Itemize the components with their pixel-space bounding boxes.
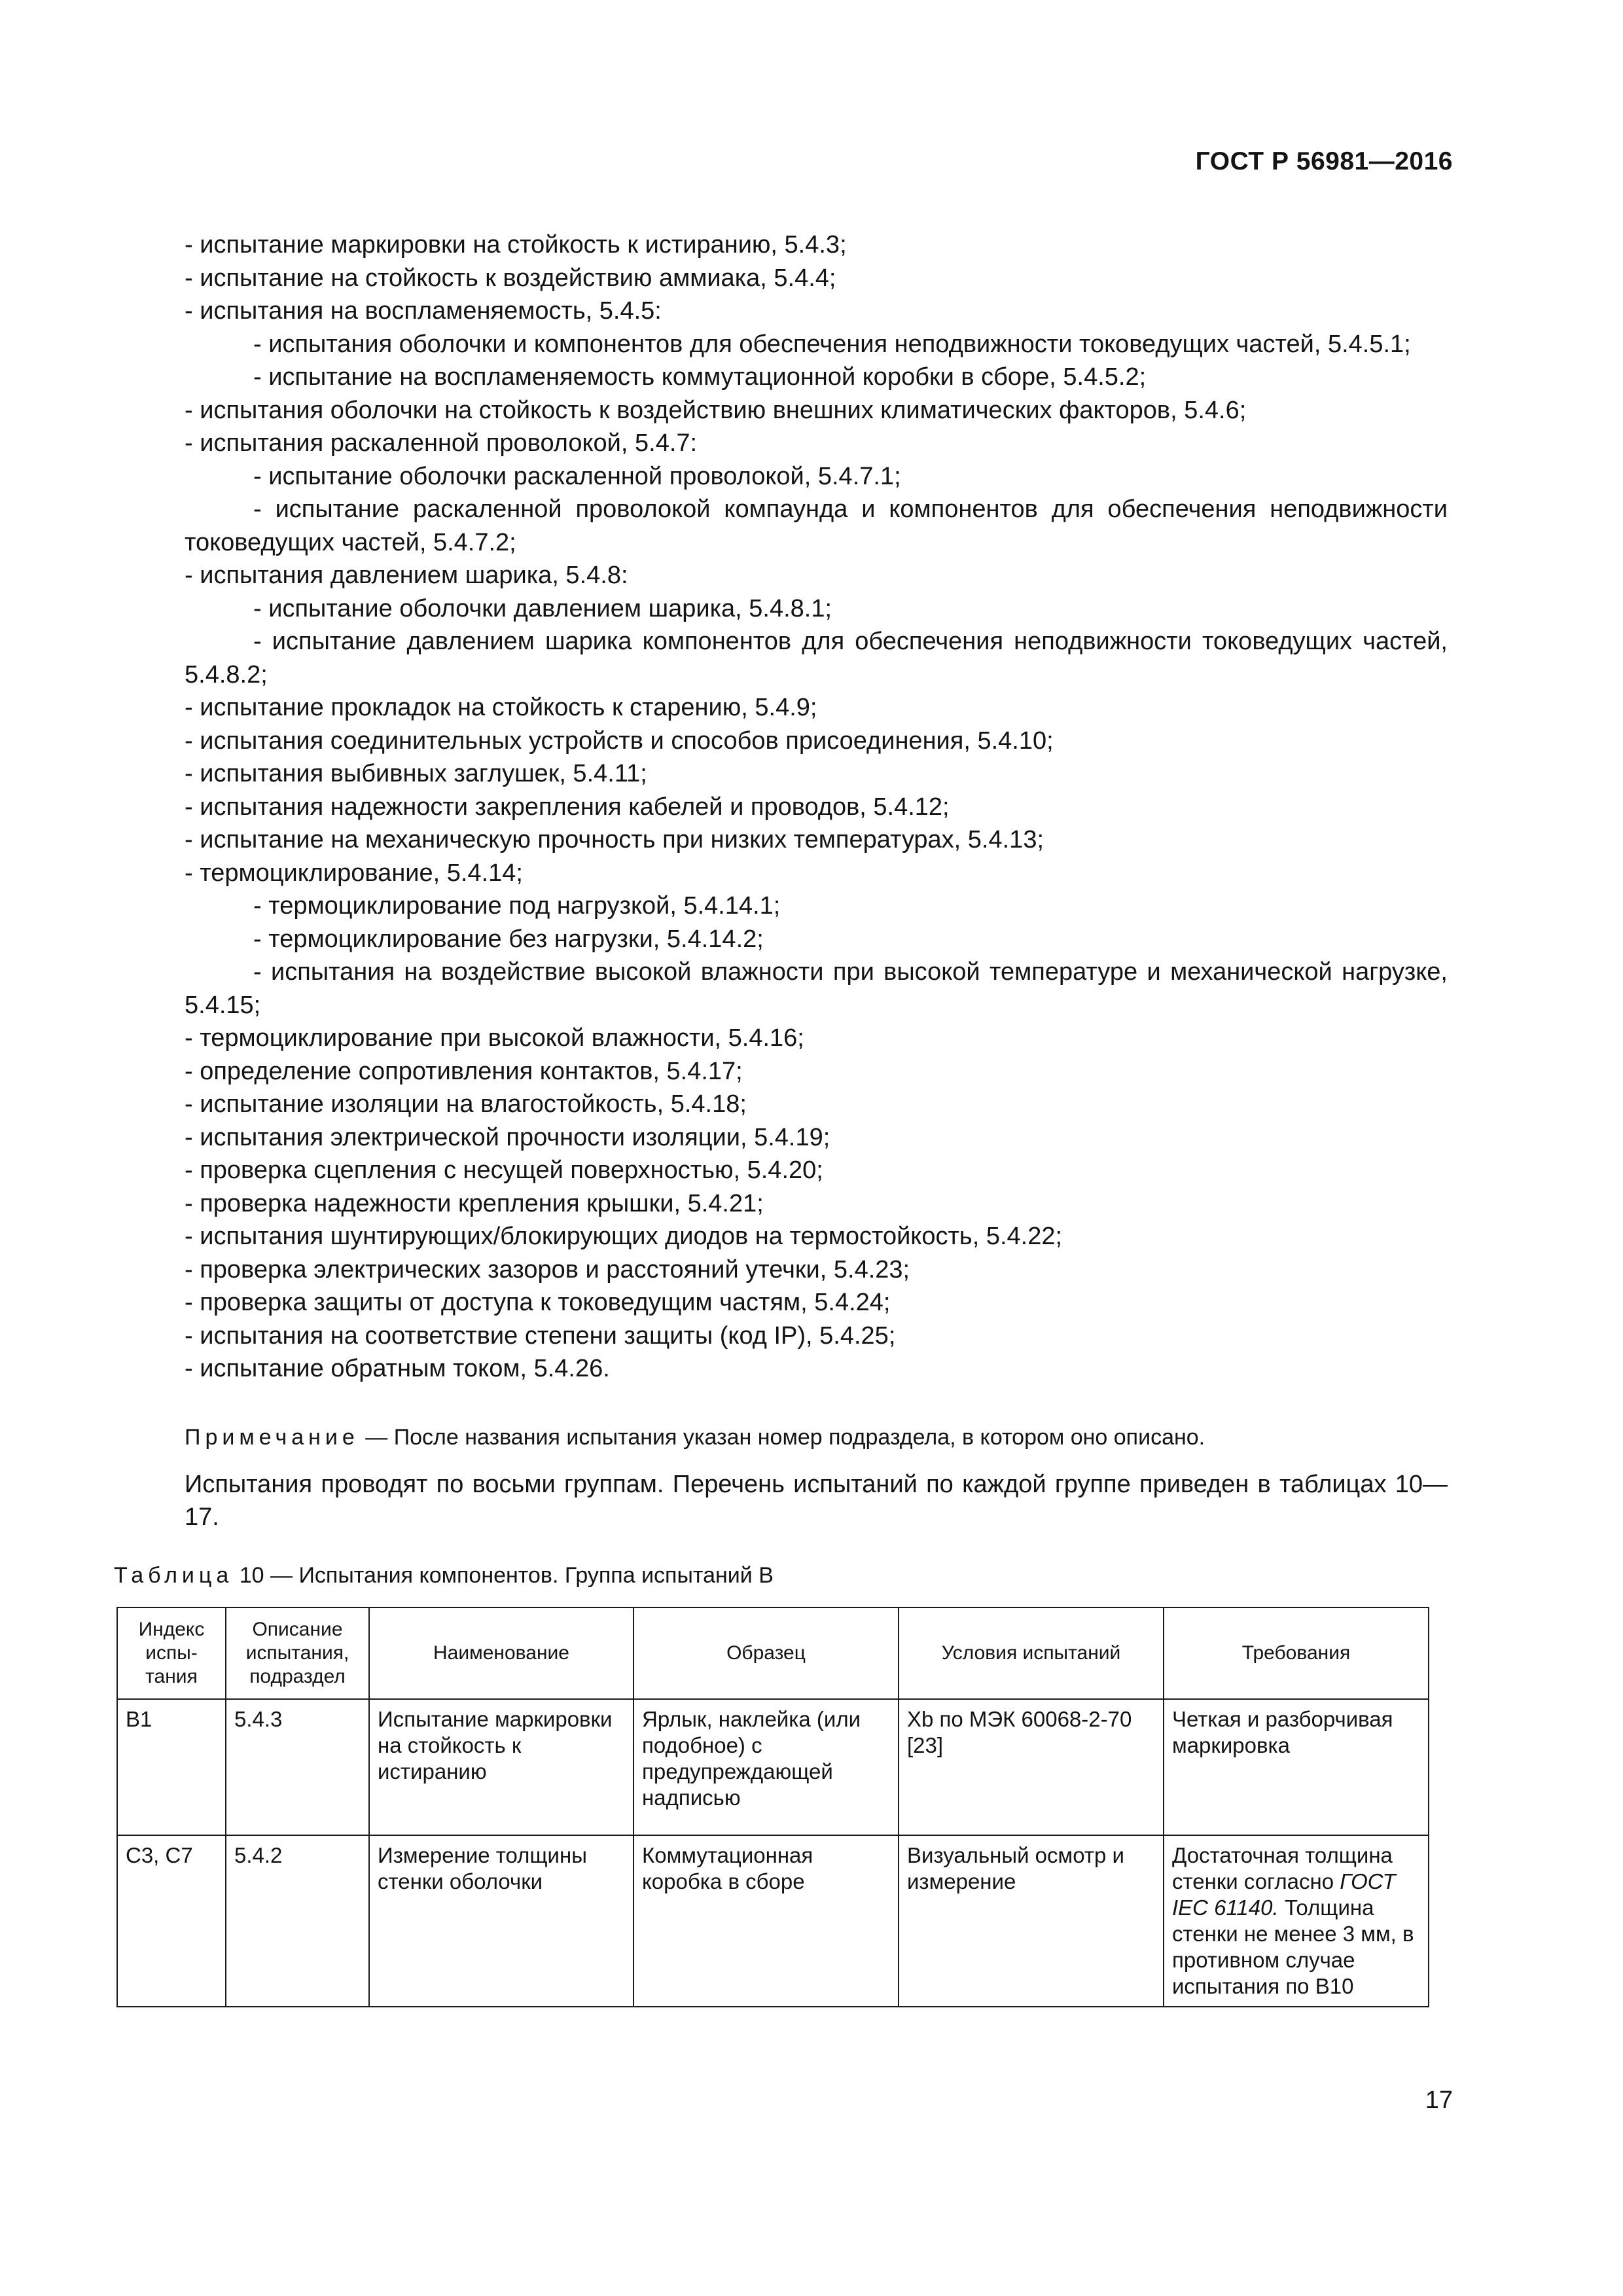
header-description: Описание испытания, подраздел [226, 1607, 369, 1699]
header-sample: Образец [633, 1607, 899, 1699]
list-item: - испытания оболочки и компонентов для обеспечения неподвижности токоведущих частей, 5.4.5.1; [253, 330, 1411, 358]
cell-conditions: Визуальный осмотр и измерение [899, 1835, 1164, 2007]
list-item: - испытание оболочки давлением шарика, 5.4.8.1; [253, 594, 832, 622]
table-caption-text: 10 — Испытания компонентов. Группа испытаний В [233, 1563, 774, 1588]
list-item: - испытание на механическую прочность при низких температурах, 5.4.13; [185, 826, 1044, 853]
list-item: - испытание изоляции на влагостойкость, 5.4.18; [185, 1090, 747, 1118]
list-item: - испытание оболочки раскаленной проволокой, 5.4.7.1; [253, 462, 901, 490]
cell-name: Испытание маркировки на стойкость к истиранию [369, 1699, 633, 1835]
requirements-text: Достаточная толщина стенки согласно [1172, 1843, 1393, 1893]
tests-table [116, 1607, 1429, 2007]
cell-sample: Ярлык, наклейка (или подобное) с предупреждающей надписью [633, 1699, 899, 1835]
note-label: Примечание [185, 1425, 359, 1450]
header-name: Наименование [369, 1607, 633, 1699]
requirements-text: Толщина стенки не менее 3 мм, в противном случае испытания по В10 [1172, 1895, 1414, 1998]
list-item: - испытания шунтирующих/блокирующих диодов на термостойкость, 5.4.22; [185, 1223, 1063, 1250]
list-item: - испытания раскаленной проволокой, 5.4.7: [185, 429, 698, 457]
list-item: - испытание прокладок на стойкость к старению, 5.4.9; [185, 694, 817, 721]
list-item: - испытания оболочки на стойкость к воздействию внешних климатических факторов, 5.4.6; [185, 396, 1247, 424]
standard-header: ГОСТ Р 56981—2016 [1195, 147, 1453, 175]
cell-description: 5.4.3 [226, 1699, 369, 1835]
note-text: — После названия испытания указан номер подраздела, в котором оно описано. [359, 1425, 1205, 1450]
list-item: - испытание давлением шарика компонентов для обеспечения неподвижности токоведущих частей, 5.4.8.2; [185, 628, 1448, 689]
cell-index: B1 [117, 1699, 226, 1835]
list-item: - определение сопротивления контактов, 5.4.17; [185, 1057, 743, 1085]
cell-name: Измерение толщины стенки оболочки [369, 1835, 633, 2007]
test-list [185, 228, 1448, 1386]
header-requirements: Требования [1164, 1607, 1429, 1699]
standard-reference: ГОСТ IEC 61140. [1172, 1869, 1396, 1920]
list-item: - испытания на воздействие высокой влажности при высокой температуре и механической нагрузке, 5.4.15; [185, 958, 1448, 1019]
list-item: - испытания надежности закрепления кабелей и проводов, 5.4.12; [185, 793, 950, 821]
list-item: - испытание на стойкость к воздействию аммиака, 5.4.4; [185, 264, 836, 292]
cell-description: 5.4.2 [226, 1835, 369, 2007]
cell-conditions: Xb по МЭК 60068-2-70 [23] [899, 1699, 1164, 1835]
list-item: - термоциклирование под нагрузкой, 5.4.14.1; [253, 892, 781, 920]
cell-sample: Коммутационная коробка в сборе [633, 1835, 899, 2007]
table-row [117, 1835, 1429, 2007]
list-item: - испытания электрической прочности изоляции, 5.4.19; [185, 1123, 830, 1151]
list-item: - термоциклирование, 5.4.14; [185, 859, 523, 887]
list-item: - испытания соединительных устройств и способов присоединения, 5.4.10; [185, 726, 1054, 755]
page-number: 17 [1425, 2087, 1453, 2114]
list-item: - испытание на воспламеняемость коммутационной коробки в сборе, 5.4.5.2; [253, 363, 1147, 391]
list-item: - испытания давлением шарика, 5.4.8: [185, 562, 628, 589]
list-item: - испытание маркировки на стойкость к истиранию, 5.4.3; [185, 231, 847, 259]
list-item: - термоциклирование при высокой влажности, 5.4.16; [185, 1024, 804, 1052]
list-item: - испытания на воспламеняемость, 5.4.5: [185, 297, 662, 325]
list-item: - проверка защиты от доступа к токоведущим частям, 5.4.24; [185, 1289, 891, 1316]
cell-requirements: Четкая и разборчивая маркировка [1164, 1699, 1429, 1835]
table-caption [114, 1561, 1161, 1590]
table-caption-label: Таблица [114, 1563, 234, 1588]
note [185, 1423, 1448, 1452]
table-header-row [117, 1607, 1429, 1699]
list-item: - проверка сцепления с несущей поверхностью, 5.4.20; [185, 1157, 823, 1184]
table-row [117, 1699, 1429, 1835]
header-index: Индекс испы-тания [117, 1607, 226, 1699]
list-item: - испытание обратным током, 5.4.26. [185, 1355, 610, 1382]
cell-requirements [1164, 1835, 1429, 2007]
cell-index: C3, C7 [117, 1835, 226, 2007]
list-item: - испытание раскаленной проволокой компаунда и компонентов для обеспечения неподвижности токоведущих частей, 5.4.7.2; [185, 495, 1448, 556]
list-item: - проверка надежности крепления крышки, 5.4.21; [185, 1189, 764, 1217]
list-item: - проверка электрических зазоров и расстояний утечки, 5.4.23; [185, 1255, 910, 1283]
list-item: - термоциклирование без нагрузки, 5.4.14.2; [253, 925, 764, 953]
header-conditions: Условия испытаний [899, 1607, 1164, 1699]
list-item: - испытания выбивных заглушек, 5.4.11; [185, 760, 647, 787]
list-item: - испытания на соответствие степени защиты (код IP), 5.4.25; [185, 1321, 896, 1350]
body-paragraph: Испытания проводят по восьми группам. Перечень испытаний по каждой группе приведен в таблицах 10—17. [185, 1471, 1448, 1531]
